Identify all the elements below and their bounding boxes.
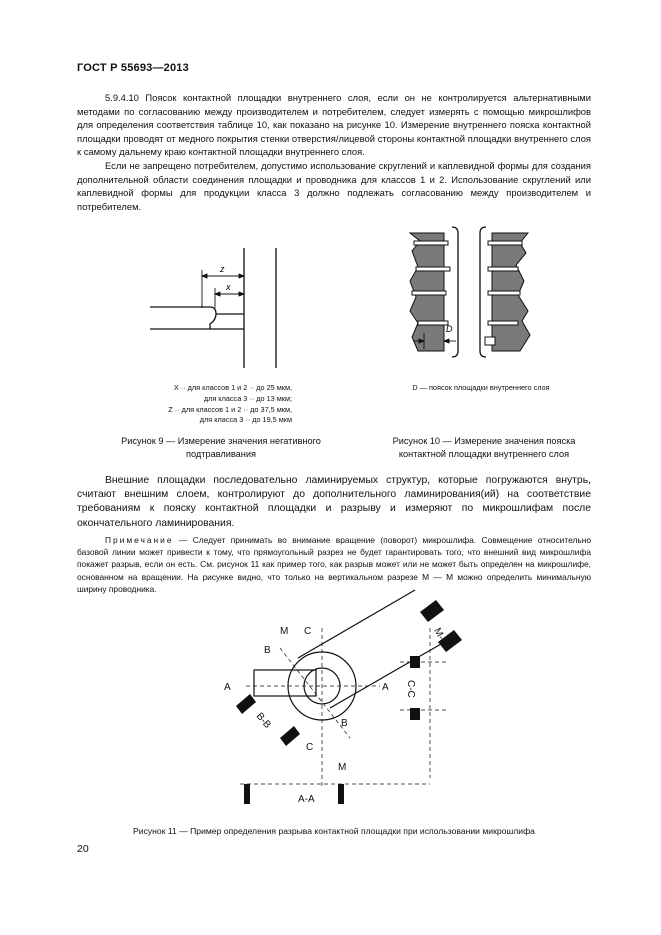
paragraph-5-9-4-10: 5.9.4.10 Поясок контактной площадки внутреннего слоя, если он не контролируется альтернативными методами по согласованию между производителем и потребителем, следует измерять с помощью микрошлифов для определения соответствия таблице 10, как показано на рисунке 10. Измерение внутреннего пояска контактной площадки проводят от медного покрытия стенки отверстия/лицевой стороны контактной площадки внутреннего слоя к самому дальнему краю контактной площадки внутреннего слоя.: [77, 92, 591, 158]
fig11-label-a-left: A: [224, 682, 231, 693]
document-header: ГОСТ Р 55693—2013: [77, 62, 189, 74]
fig11-label-mm: M-M: [431, 626, 451, 650]
fig10-caption-line: контактной площадки внутреннего слоя: [398, 448, 570, 459]
figure-9-caption: [96, 435, 346, 460]
fig11-label-cc: C-C: [405, 680, 416, 698]
fig11-label-b-low: B: [341, 718, 348, 729]
fig9-label-x: x: [226, 282, 231, 292]
fig11-label-a-right: A: [382, 682, 389, 693]
fig11-label-c-top: C: [304, 626, 312, 637]
note-paragraph: [77, 534, 591, 595]
figure-10-caption: [368, 435, 600, 460]
fig9-legend-line: X ·· для классов 1 и 2 ·· до 25 мкм,: [173, 383, 292, 392]
fig9-legend-line: для класса 3 ·· до 19,5 мкм: [199, 415, 292, 425]
paragraph-outer-pads: Внешние площадки последовательно ламинируемых структур, которые погружаются внутрь, считают внешним слоем, контролируют до дополнительного ламинирования(ий) на соответствие требованиям к пояску контактной площадки и разрыву и измеряют по микрошлифам после окончательного ламинирования.: [77, 475, 591, 529]
figure-10-legend: D — поясок площадки внутреннего слоя: [412, 383, 550, 392]
figure-9-legend: [120, 383, 292, 426]
fig9-caption-line: Рисунок 9 — Измерение значения негативного: [121, 436, 321, 446]
fig9-legend-line: для класса 3 ·· до 13 мкм;: [203, 393, 292, 403]
figure-9-diagram: [140, 248, 290, 378]
figure-10-diagram: [400, 225, 550, 365]
note-label: Примечание: [105, 535, 174, 545]
paragraph-fillets: Если не запрещено потребителем, допустимо использование скруглений и каплевидной формы для создания дополнительной области соединения площадки и проводника для классов 1 и 2. Использование скруглений или каплевидной формы для продукции класса 3 должно подлежать согласованию между производителем и потребителем.: [77, 160, 591, 212]
fig11-label-b-left: B: [264, 645, 271, 656]
fig11-label-m-top: M: [280, 626, 289, 637]
fig10-caption-line: Рисунок 10 — Измерение значения пояска: [392, 436, 576, 446]
figure-11-caption: Рисунок 11 — Пример определения разрыва контактной площадки при использовании микрошлифа: [133, 826, 535, 836]
fig9-caption-line: подтравливания: [186, 448, 256, 459]
fig11-label-c-low: C: [306, 742, 314, 753]
page-number: 20: [77, 843, 89, 855]
note-text: — Следует принимать во внимание вращение (поворот) микрошлифа. Совмещение относительно базовой линии может привести к тому, что прямоугольный разрез не будет гарантировать того, что внешний вид микрошлифа покажет разрыв, если он есть. См. рисунок 11 как пример того, как разрыв может или не может быть определен на микрошлифе, основанном на вращении. На рисунке видно, что только на вертикальном разрезе М — М можно определить минимальную ширину проводника.: [77, 535, 591, 594]
fig11-label-bb: B-B: [253, 710, 273, 731]
figure-11-diagram: [210, 588, 480, 813]
fig9-legend-line: Z ·· для классов 1 и 2 ·· до 37,5 мкм,: [168, 404, 292, 414]
fig10-label-d: D: [446, 324, 453, 334]
fig11-label-aa: A-A: [298, 794, 315, 805]
fig9-label-z: z: [220, 264, 225, 274]
fig11-label-m-low: M: [338, 762, 347, 773]
